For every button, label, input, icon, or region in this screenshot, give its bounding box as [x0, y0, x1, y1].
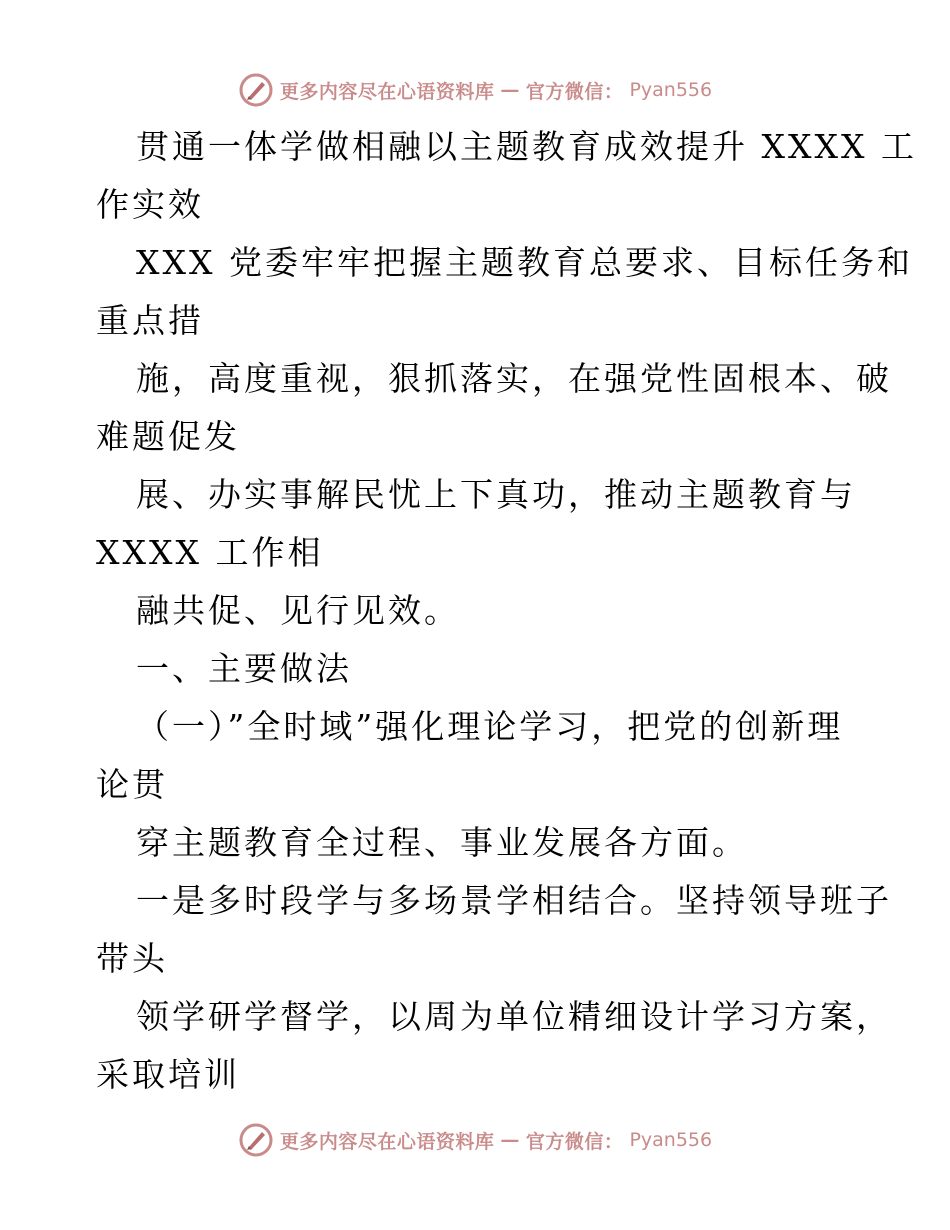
document-body: [96, 118, 917, 1104]
paragraph-line: 展、办实事解民忧上下真功，推动主题教育与: [136, 475, 856, 514]
watermark-brand-text: 更多内容尽在心语资料库: [279, 80, 495, 103]
title-line-1: 贯通一体学做相融以主题教育成效提升 XXXX 工: [136, 127, 917, 166]
watermark-wechat-id: Pyan556: [629, 1129, 713, 1151]
footer-watermark-content: [238, 1122, 712, 1158]
paragraph-line: 穿主题教育全过程、事业发展各方面。: [136, 823, 748, 862]
watermark-wechat-id: Pyan556: [629, 79, 713, 101]
paragraph-line: 一是多时段学与多场景学相结合。坚持领导班子: [136, 881, 892, 920]
quill-circle-icon: [238, 72, 274, 108]
paragraph-line: 采取培训: [96, 1055, 240, 1094]
subsection-heading: （一）”全时域”强化理论学习，把党的创新理: [136, 707, 844, 746]
header-watermark-content: [238, 72, 712, 108]
paragraph-line: 带头: [96, 939, 168, 978]
header-watermark: [0, 68, 950, 112]
watermark-wechat-label: 官方微信：: [525, 80, 624, 103]
paragraph-line: 领学研学督学，以周为单位精细设计学习方案，: [136, 997, 892, 1036]
quill-circle-icon: [238, 1122, 274, 1158]
title-line-2: 作实效: [96, 185, 204, 224]
paragraph-line: 融共促、见行见效。: [136, 591, 460, 630]
watermark-dash: —: [500, 79, 520, 101]
footer-watermark: [0, 1118, 950, 1162]
paragraph-line: 难题促发: [96, 417, 240, 456]
subsection-heading-cont: 论贯: [96, 765, 168, 804]
section-heading: 一、主要做法: [136, 649, 352, 688]
watermark-brand-text: 更多内容尽在心语资料库: [279, 1130, 495, 1153]
paragraph-line: 重点措: [96, 301, 204, 340]
watermark-dash: —: [500, 1129, 520, 1151]
watermark-wechat-label: 官方微信：: [525, 1130, 624, 1153]
paragraph-line: XXXX 工作相: [96, 533, 324, 572]
paragraph-line: 施，高度重视，狠抓落实，在强党性固根本、破: [136, 359, 892, 398]
paragraph-line: XXX 党委牢牢把握主题教育总要求、目标任务和: [136, 243, 913, 282]
